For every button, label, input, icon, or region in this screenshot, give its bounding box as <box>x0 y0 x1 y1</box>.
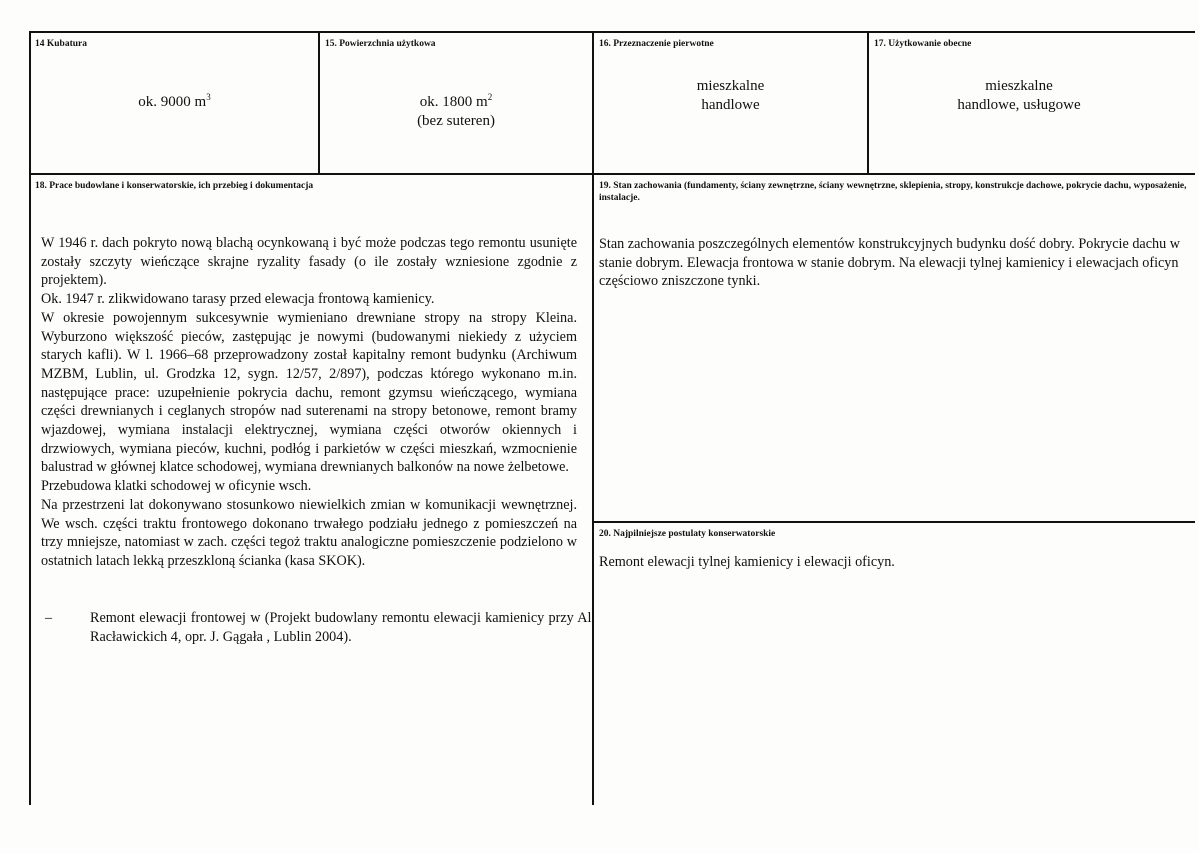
field-18-text <box>41 234 577 571</box>
field-14-value <box>31 93 318 112</box>
top-border <box>29 31 1195 33</box>
field-17-label: 17. Użytkowanie obecne <box>874 39 972 49</box>
original-use-line-2: handlowe <box>701 97 760 113</box>
section19-bottom-border <box>593 521 1195 523</box>
area-note: (bez suteren) <box>417 113 495 129</box>
field-14-label: 14 Kubatura <box>35 39 87 49</box>
field-20-label: 20. Najpilniejsze postulaty konserwatorskie <box>599 529 776 539</box>
field-18-label: 18. Prace budowlane i konserwatorskie, ich przebieg i dokumentacja <box>35 181 314 191</box>
field-19-label: 19. Stan zachowania (fundamenty, ściany zewnętrzne, ściany wewnętrzne, sklepienia, stropy, konstrukcje dachowe, pokrycie dachu, wyposażenie, instalacje. <box>599 181 1187 203</box>
paragraph-postwar: W okresie powojennym sukcesywnie wymieniano drewniane stropy na stropy Kleina. Wyburzono większość pieców, zastępując je nowymi (budowanymi niekiedy z użyciem starych kafli). W l. 1966–68 przeprowadzony został kapitalny remont budynku (Archiwum MZBM, Lublin, ul. Grodzka 12, sygn. 12/57, 2/897), podczas którego wykonano m.in. następujące prace: uzupełnienie pokrycia dachu, remont gzymsu wieńczącego, wymiana części drewnianych i ceglanych stropów nad suterenami na stropy betonowe, remont bramy wjazdowej, wymiana instalacji elektrycznej, wymiana części otworów okiennych i drzwiowych, wymiana pieców, kuchni, podłóg i parkietów w części mieszkań, wzmocnienie balustrad w głównej klatce schodowej, wymiana drewnianych balkonów na nowe żelbetowe. <box>41 309 577 476</box>
left-border <box>29 31 31 805</box>
record-card-form <box>29 31 1195 805</box>
field-16-label: 16. Przeznaczenie pierwotne <box>599 39 714 49</box>
row1-bottom-border <box>29 173 1195 175</box>
field-15-label: 15. Powierzchnia użytkowa <box>325 39 436 49</box>
paragraph-1946: W 1946 r. dach pokryto nową blachą ocynkowaną i być może podczas tego remontu usunięte zostały szczyty wieńczące skrajne ryzality fasady (o ile zostały wzniesione zgodnie z projektem). <box>41 235 577 289</box>
current-use-line-1: mieszkalne <box>985 78 1053 94</box>
bullet-dash: – <box>45 610 53 626</box>
field-18-bullet <box>45 609 595 649</box>
paragraph-staircase: Przebudowa klatki schodowej w oficynie wsch. <box>41 478 312 495</box>
field-16-value <box>594 77 867 115</box>
area-unit-exponent: 2 <box>487 92 493 102</box>
field-20-text: Remont elewacji tylnej kamienicy i elewacji oficyn. <box>599 554 895 570</box>
paragraph-communication: Na przestrzeni lat dokonywano stosunkowo niewielkich zmian w komunikacji wewnętrznej. We wsch. części traktu frontowego dokonano trwałego podziału jednego z pomieszczeń na trzy mniejsze, natomiast w zach. części tegoż traktu analogiczne pomieszczenie podzielono w ostatnich latach lekką przeszkloną ścianka (kasa SKOK). <box>41 496 577 569</box>
original-use-line-1: mieszkalne <box>696 78 765 94</box>
bullet-text: Remont elewacji frontowej w (Projekt budowlany remontu elewacji kamienicy przy Al. Racławickich 4, opr. J. Gągała , Lublin 2004). <box>90 610 595 645</box>
paragraph-1947: Ok. 1947 r. zlikwidowano tarasy przed elewacja frontową kamienicy. <box>41 291 435 308</box>
field-17-value <box>869 77 1169 115</box>
field-15-value <box>320 93 592 131</box>
volume-value: ok. 9000 m <box>138 94 207 110</box>
center-divider <box>592 31 594 805</box>
area-value: ok. 1800 m <box>419 94 488 110</box>
current-use-line-2: handlowe, usługowe <box>957 97 1081 113</box>
volume-unit-exponent: 3 <box>206 92 211 102</box>
field-19-text: Stan zachowania poszczególnych elementów konstrukcyjnych budynku dość dobry. Pokrycie dachu w stanie dobrym. Elewacja frontowa w stanie dobrym. Na elewacji tylnej kamienicy i elewacjach oficyn częściowo zniszczone tynki. <box>599 236 1181 290</box>
